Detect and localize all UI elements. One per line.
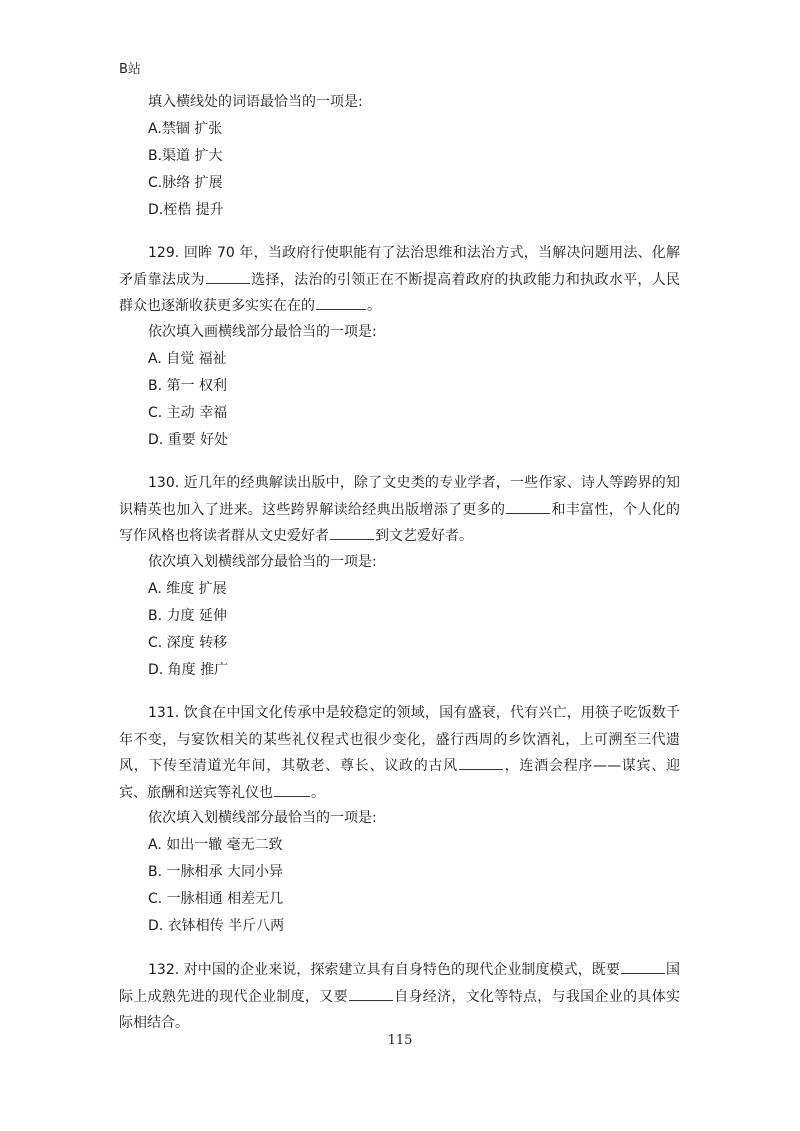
q131-instruction: 依次填入划横线部分最恰当的一项是: [148,810,377,826]
q131-option-b: B. 一脉相承 大同小异 [148,864,283,880]
q130-blank-2 [330,525,374,540]
q131-option-c: C. 一脉相通 相差无几 [148,891,284,907]
q128-option-a: A.禁锢 扩张 [148,121,223,137]
q129-blank-2 [316,295,366,310]
q128-instruction: 填入横线处的词语最恰当的一项是: [148,94,363,110]
q130-option-b: B. 力度 延伸 [148,608,227,624]
q131-blank-2 [274,782,310,797]
q131-option-d: D. 衣钵相传 半斤八两 [148,918,285,934]
q132-blank-1 [621,959,665,974]
q128-option-d: D.桎梏 提升 [148,202,224,218]
q130-stem: 130. 近几年的经典解读出版中，除了文史类的专业学者，一些作家、诗人等跨界的知识精英也加入了进来。这些跨界解读给经典出版增添了更多的 和丰富性，个人化的写作风格也将读者群从文史爱好者 到文艺爱好者。 [119,475,680,544]
q128-option-c: C.脉络 扩展 [148,175,223,191]
q130-instruction: 依次填入划横线部分最恰当的一项是: [148,554,377,570]
q129-option-a: A. 自觉 福祉 [148,351,227,367]
q129-stem: 129. 回眸 70 年，当政府行使职能有了法治思维和法治方式，当解决问题用法、化解矛盾靠法成为 选择，法治的引领正在不断提高着政府的执政能力和执政水平，人民群众也逐渐收获更多实实在在的 。 [119,245,681,314]
q129-blank-1 [206,269,250,284]
q130-option-d: D. 角度 推广 [148,662,229,678]
q129-option-c: C. 主动 幸福 [148,405,228,421]
q131-blank-1 [459,755,503,770]
q131-option-a: A. 如出一辙 毫无二致 [148,837,283,853]
q131-stem: 131. 饮食在中国文化传承中是较稳定的领域，国有盛衰，代有兴亡，用筷子吃饭数千年不变，与宴饮相关的某些礼仪程式也很少变化，盛行西周的乡饮酒礼，上可溯至三代遗风，下传至清道光年间，其敬老、尊长、议政的古风 ，连酒会程序——谋宾、迎宾、旅酬和送宾等礼仪也 。 [119,705,681,801]
q130-option-a: A. 维度 扩展 [148,581,227,597]
q129-instruction: 依次填入画横线部分最恰当的一项是: [148,324,377,340]
q130-blank-1 [506,499,550,514]
q132-blank-2 [349,986,393,1001]
q128-option-b: B.渠道 扩大 [148,148,223,164]
watermark-label: B站 [119,62,141,77]
page-number: 115 [387,1033,413,1048]
q130-option-c: C. 深度 转移 [148,635,228,651]
q132-stem: 132. 对中国的企业来说，探索建立具有自身特色的现代企业制度模式，既要 国际上成熟先进的现代企业制度，又要 自身经济，文化等特点，与我国企业的具体实际相结合。 [119,957,680,1037]
q129-option-b: B. 第一 权利 [148,378,227,394]
q129-option-d: D. 重要 好处 [148,432,229,448]
